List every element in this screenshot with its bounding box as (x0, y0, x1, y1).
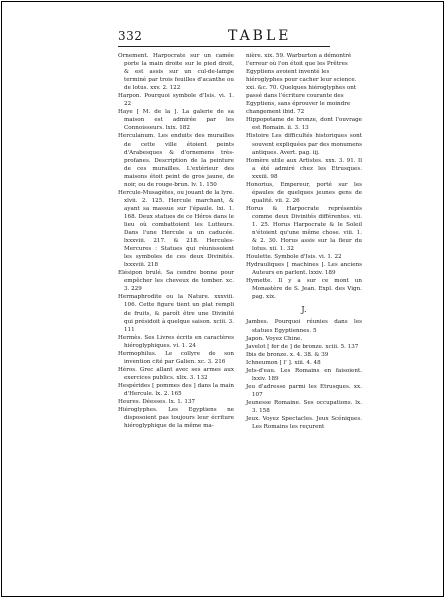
index-entry: Hespérides [ pommes des ] dans la main d'Hercule. lx. 2. 165 (118, 382, 234, 397)
page-title: TABLE (228, 28, 292, 44)
index-entry: Hiéroglyphes. Les Egyptiens ne disposoient pas toujours leur écriture hiéroglyphique de la même ma- (118, 407, 234, 430)
page-header (118, 29, 338, 45)
index-entry: Jambes. Pourquoi réunies dans les statues Egyptiennes. 5 (246, 319, 362, 334)
index-entry: Jeunesse Romaine. Ses occupations. lx. 3. 158 (246, 399, 362, 414)
index-entry: Héros. Grec allant avec ses armes aux exercices publics. xlix. 3. 132 (118, 366, 234, 381)
index-entry: Ichneumon [ l' ]. xiii. 4. 48 (246, 359, 321, 366)
index-entry: Ibis de bronze. x. 4. 38. & 39 (246, 351, 329, 358)
index-entry: Jeu d'adresse parmi les Etrusques. xx. 107 (246, 383, 362, 398)
index-entry: Hydrauliques [ machines ]. Les anciens Auteurs en parlent. lxxiv. 189 (246, 262, 362, 277)
page-number: 332 (118, 29, 143, 43)
index-entry: Hymette. Il y a sur ce mont un Monastère de S. Jean. Expl. des Vign. pag. xix. (246, 278, 362, 301)
index-entry: Horus & Harpocrate représentés comme deux Divinités différentes. vii. 1. 25. Horus Harpocrate & le Soleil n'étoient qu'une même chose. viii. 1. & 2. 30. Horus assis sur la fleur du lotus. xii. 1. 32 (246, 205, 362, 253)
index-entry: Herculanum. Les enduits des murailles de cette ville étoient peints d'Arabesques & d'ornemens très-profanes. Description de la peinture de ces murailles. L'extérieur des maisons étoit peint de gros jaune, de noir, ou de rouge-brun. lv. 1. 150 (118, 133, 234, 188)
index-entry: Ornement. Harpocrate sur un camée porte la main droite sur le pied droit, & est assis sur un cul-de-lampe terminé par trois feuilles d'acanthe ou de lotus. xxv. 2. 122 (118, 53, 234, 92)
index-entry-continued: nière. xix. 59. Warburton a démontré l'erreur où l'on étoit que les Prêtres Egyptiens avoient inventé les hiéroglyphes pour cacher leur science. xxi. &c. 70. Quelques hiéroglyphes ont passé dans l'écriture courante des Egyptiens, sans éprouver le moindre changement ibid. 72 (246, 53, 357, 116)
index-entry: Heures. Déesses. lx. 1. 137 (118, 399, 196, 406)
index-entry: Javelot [ fer de ] de bronze. xciii. 5. 137 (246, 343, 359, 350)
index-column-left (118, 52, 234, 430)
header-rule (118, 46, 330, 47)
index-entry: Haye [ M. de la ]. La galerie de sa maison est admirée par les Connoisseurs. lxix. 182 (118, 109, 234, 132)
index-entry: Hippopotame de bronze, dont l'ouvrage est Romain. ii. 3. 13 (246, 117, 362, 132)
index-entry: Hermaphrodite ou la Nature. xxxviii. 106. Cette figure tient un plat rempli de fruits, & paroît être une Divinité qui présidoit à quelque saison. xciii. 3. 111 (118, 294, 234, 333)
index-entry: Histoire Les difficultés historiques sont souvent expliquées par des monumens antiques. Avert. pag. iij. (246, 133, 362, 156)
index-entry: Elésipon brulé. Sa cendre bonne pour empêcher les cheveux de tomber. xc. 3. 229 (118, 270, 234, 293)
index-entry: Honorius, Empereur, porté sur les épaules de quelques jeunes gens de qualité. vii. 2. 26 (246, 181, 362, 204)
index-entry: Japon. Voyez Chine. (246, 335, 303, 342)
index-entry: Houlette. Symbole d'Isis. vi. 1. 22 (246, 254, 342, 261)
index-entry: Jeux. Voyez Spectacles. Jeux Scéniques. Les Romains les reçurent (246, 416, 362, 431)
index-entry: Harpon. Pourquoi symbole d'Isis. vi. 1. 22 (118, 93, 234, 108)
index-entry: Hermophilus. Le collyre de son invention cité par Galien. xc. 3. 216 (118, 350, 234, 365)
index-entry: Homère utile aux Artistes. xxx. 3. 91. Il a été admiré chez les Etrusques. xxxiii. 98 (246, 157, 362, 180)
index-column-right (246, 52, 362, 431)
index-entry: Hermès. Ses Livres écrits en caractères hiéroglyphiques. vi. 1. 24 (118, 334, 234, 349)
index-entry: Jets-d'eau. Les Romains en faisoient. lxxiv. 189 (246, 367, 362, 382)
index-entry: Hercule-Musagètes, ou jouant de la lyre. xlvii. 2. 125. Hercule marchant, & ayant sa massue sur l'épaule. lxi. 1. 168. Deux statues de ce Héros dans le lieu où combattoient les Lutteurs. Dans l'une Hercule a un caducée. lxxxviii. 217. & 218. Hercules-Mercures : Statues qui réunissoient les symboles de ces deux Divinités. lxxxviii. 218 (118, 189, 234, 269)
section-letter: J. (301, 305, 307, 315)
